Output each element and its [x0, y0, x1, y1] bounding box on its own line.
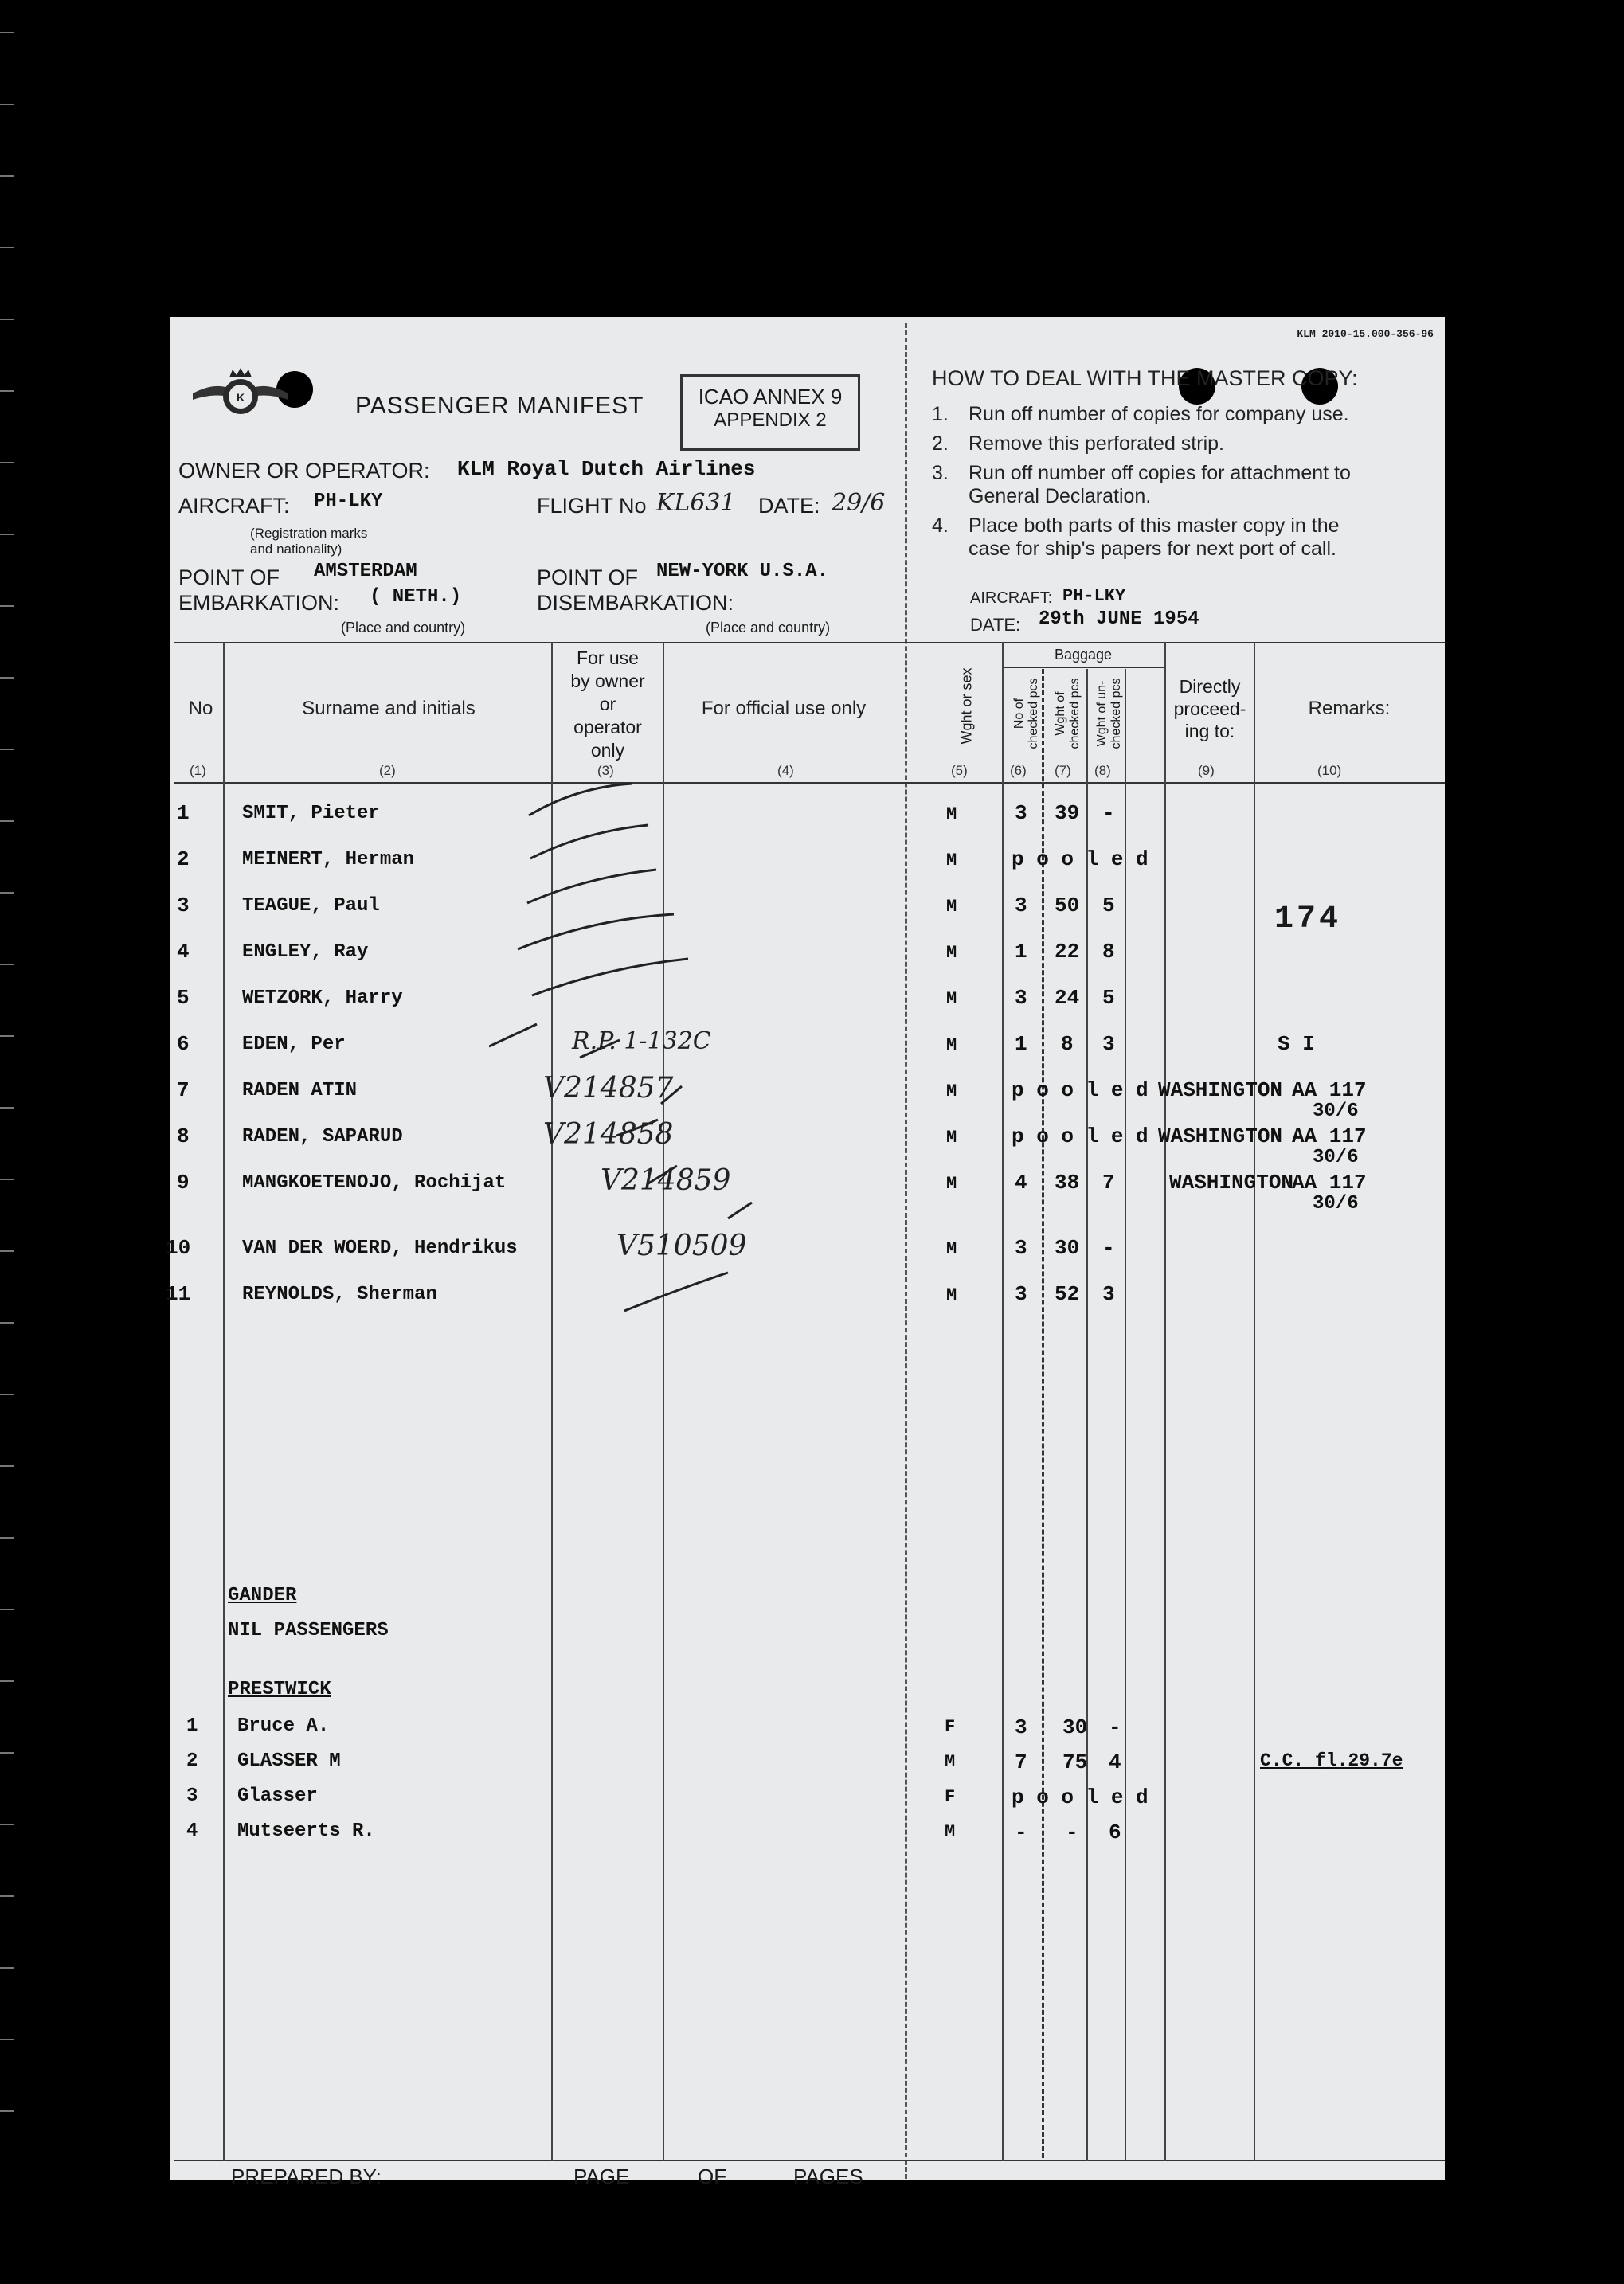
instructions-heading: HOW TO DEAL WITH THE MASTER COPY: — [932, 366, 1358, 390]
row-wght: 24 — [1055, 986, 1080, 1010]
col-header-baggage: Baggage — [1054, 647, 1113, 663]
row-wght: 39 — [1055, 801, 1080, 825]
col-num: (6) — [1010, 763, 1027, 778]
row-remarks: AA 117 — [1292, 1124, 1367, 1148]
row-sex: M — [946, 804, 957, 824]
row-name: MEINERT, Herman — [242, 849, 415, 870]
reg-note-1: (Registration marks — [250, 526, 368, 541]
row-name: RADEN ATIN — [242, 1080, 358, 1101]
col-divider — [1042, 669, 1044, 2158]
row-ref: V214858 — [543, 1118, 674, 1151]
row-name: REYNOLDS, Sherman — [242, 1284, 437, 1305]
row-remarks: S I — [1278, 1032, 1315, 1056]
row-no: 11 — [166, 1282, 191, 1306]
row-unch: 8 — [1102, 940, 1115, 964]
col-num: (10) — [1317, 763, 1342, 778]
col-divider — [1254, 642, 1255, 2161]
row-sex: M — [946, 989, 957, 1009]
embark-label-1: POINT OF — [178, 565, 280, 589]
row-destination: WASHINGTON — [1158, 1124, 1283, 1148]
of-label: OF — [698, 2165, 727, 2188]
row-sex: M — [946, 1035, 957, 1055]
col-num: (8) — [1094, 763, 1111, 778]
prestwick-row-unch: 6 — [1109, 1821, 1121, 1844]
row-sex: M — [946, 943, 957, 963]
prestwick-row-sex: F — [945, 1787, 956, 1807]
row-destination: WASHINGTON — [1158, 1078, 1283, 1102]
row-pcs: p o o l e d — [1012, 847, 1149, 871]
row-unch: 7 — [1102, 1171, 1115, 1195]
icao-box — [680, 374, 860, 451]
prestwick-row-pcs: p o o l e d — [1012, 1785, 1149, 1809]
prestwick-row-unch: - — [1109, 1715, 1121, 1739]
instruction-item: 3. Run off number off copies for attachment to General Declaration. — [932, 462, 1351, 507]
row-unch: 5 — [1102, 894, 1115, 917]
col-header-owner-use: For use by owner or operator only — [570, 647, 645, 761]
baggage-rule — [1002, 667, 1164, 668]
row-pcs: 3 — [1015, 1236, 1027, 1260]
row-no: 3 — [177, 894, 190, 917]
instruction-item: 4. Place both parts of this master copy in the case for ship's papers for next port of call. — [932, 514, 1340, 560]
row-sex: M — [946, 1081, 957, 1101]
col-num: (1) — [190, 763, 206, 778]
row-no: 6 — [177, 1032, 190, 1056]
prestwick-row-name: Glasser — [237, 1785, 318, 1807]
prestwick-row-wght: 75 — [1062, 1750, 1088, 1774]
row-pcs: 3 — [1015, 1282, 1027, 1306]
col-divider — [1164, 642, 1166, 2161]
prestwick-row-wght: - — [1066, 1821, 1078, 1844]
col-num: (5) — [951, 763, 968, 778]
embark-place-note: (Place and country) — [341, 620, 466, 636]
row-pcs: 1 — [1015, 1032, 1027, 1056]
row-unch: 3 — [1102, 1032, 1115, 1056]
klm-crown-logo-icon — [185, 363, 296, 419]
gander-note: NIL PASSENGERS — [228, 1620, 389, 1641]
row-ref: V510509 — [616, 1230, 747, 1262]
row-unch: - — [1102, 1236, 1115, 1260]
prestwick-row-wght: 30 — [1062, 1715, 1088, 1739]
prestwick-row-no: 2 — [186, 1750, 198, 1772]
instruction-item: 1. Run off number of copies for company use. — [932, 403, 1349, 425]
row-unch: 5 — [1102, 986, 1115, 1010]
embark-value-2: ( NETH.) — [370, 586, 462, 608]
col-header-no: No — [188, 698, 213, 719]
flight-label: FLIGHT No — [537, 494, 647, 518]
row-name: ENGLEY, Ray — [242, 941, 369, 963]
row-name: SMIT, Pieter — [242, 803, 380, 824]
doc-code: KLM 2010-15.000-356-96 — [1297, 328, 1434, 340]
col-num: (4) — [777, 763, 794, 778]
col-num: (2) — [379, 763, 396, 778]
row-name: VAN DER WOERD, Hendrikus — [242, 1238, 518, 1259]
row-no: 7 — [177, 1078, 190, 1102]
manifest-sheet — [166, 317, 1445, 2188]
row-pcs: p o o l e d — [1012, 1078, 1149, 1102]
prestwick-row-no: 3 — [186, 1785, 198, 1807]
row-remarks-2: 30/6 — [1313, 1147, 1359, 1168]
row-sex: M — [946, 1128, 957, 1148]
col-header-remarks: Remarks: — [1308, 698, 1391, 719]
row-pcs: 3 — [1015, 986, 1027, 1010]
page-title: PASSENGER MANIFEST — [355, 393, 644, 419]
aircraft-label: AIRCRAFT: — [178, 494, 290, 518]
row-pcs: p o o l e d — [1012, 1124, 1149, 1148]
col-header-surname: Surname and initials — [302, 698, 475, 719]
prestwick-heading: PRESTWICK — [228, 1679, 331, 1700]
prestwick-row-no: 4 — [186, 1821, 198, 1842]
prestwick-row-name: Bruce A. — [237, 1715, 330, 1737]
aircraft-value: PH-LKY — [314, 491, 383, 512]
prestwick-row-pcs: - — [1015, 1821, 1027, 1844]
date-value: 29/6 — [832, 489, 886, 517]
col-header-sex: Wght or sex — [958, 667, 975, 745]
gander-heading: GANDER — [228, 1585, 297, 1606]
row-remarks-2: 30/6 — [1313, 1101, 1359, 1122]
row-name: EDEN, Per — [242, 1034, 346, 1055]
perforation-line — [905, 323, 907, 2179]
instruction-item: 2. Remove this perforated strip. — [932, 432, 1224, 455]
col-num: (7) — [1055, 763, 1071, 778]
row-sex: M — [946, 851, 957, 870]
prestwick-row-sex: M — [945, 1822, 956, 1842]
col-num: (9) — [1198, 763, 1215, 778]
row-pcs: 1 — [1015, 940, 1027, 964]
embark-value-1: AMSTERDAM — [314, 561, 417, 582]
row-pcs: 4 — [1015, 1171, 1027, 1195]
row-name: MANGKOETENOJO, Rochijat — [242, 1172, 507, 1194]
row-remarks-2: 30/6 — [1313, 1193, 1359, 1214]
row-no: 2 — [177, 847, 190, 871]
prestwick-row-name: GLASSER M — [237, 1750, 341, 1772]
row-pcs: 3 — [1015, 801, 1027, 825]
prepared-by-label: PREPARED BY: — [231, 2165, 382, 2188]
row-no: 10 — [166, 1236, 191, 1260]
col-num: (3) — [597, 763, 614, 778]
date-label: DATE: — [758, 494, 820, 518]
row-pcs: 3 — [1015, 894, 1027, 917]
handwritten-checkmarks — [489, 779, 839, 1639]
instructions-list — [932, 403, 1426, 567]
prestwick-row-name: Mutseerts R. — [237, 1821, 375, 1842]
row-wght: 38 — [1055, 1171, 1080, 1195]
page-label: PAGE — [573, 2165, 630, 2188]
col-header-official: For official use only — [701, 698, 867, 719]
col-divider — [1002, 642, 1004, 2161]
row-sex: M — [946, 897, 957, 917]
row-unch: - — [1102, 801, 1115, 825]
row-wght: 50 — [1055, 894, 1080, 917]
disembark-label-1: POINT OF — [537, 565, 639, 589]
row-no: 5 — [177, 986, 190, 1010]
row-name: RADEN, SAPARUD — [242, 1126, 403, 1148]
row-wght: 8 — [1061, 1032, 1074, 1056]
flight-value: KL631 — [656, 489, 736, 517]
row-sex: M — [946, 1174, 957, 1194]
row-no: 8 — [177, 1124, 190, 1148]
row-ref: V214857 — [543, 1072, 674, 1105]
col-header-directly: Directly proceed- ing to: — [1173, 676, 1246, 741]
row-ref: R.P. 1-132C — [572, 1027, 711, 1055]
row-name: TEAGUE, Paul — [242, 895, 380, 917]
row-sex: M — [946, 1239, 957, 1259]
row-no: 4 — [177, 940, 190, 964]
row-destination: WASHINGTON — [1169, 1171, 1294, 1195]
instr-date-value: 29th JUNE 1954 — [1039, 608, 1199, 630]
prestwick-row-sex: F — [945, 1717, 956, 1737]
prestwick-row-remarks: C.C. fl.29.7e — [1260, 1750, 1403, 1771]
prestwick-row-pcs: 3 — [1015, 1715, 1027, 1739]
reg-note-2: and nationality) — [250, 542, 342, 557]
col-header-checked-pcs: No of checked pcs — [1012, 678, 1040, 749]
col-header-unchecked-wght: Wght of un- checked pcs — [1095, 678, 1123, 749]
row-name: WETZORK, Harry — [242, 988, 403, 1009]
row-wght: 52 — [1055, 1282, 1080, 1306]
prestwick-row-no: 1 — [186, 1715, 198, 1737]
prestwick-row-pcs: 7 — [1015, 1750, 1027, 1774]
owner-label: OWNER OR OPERATOR: — [178, 459, 430, 483]
prestwick-row-sex: M — [945, 1752, 956, 1772]
left-edge-marks — [0, 0, 24, 2284]
prestwick-row-unch: 4 — [1109, 1750, 1121, 1774]
row-wght: 30 — [1055, 1236, 1080, 1260]
instr-aircraft-value: PH-LKY — [1062, 586, 1126, 606]
row-no: 1 — [177, 801, 190, 825]
row-no: 9 — [177, 1171, 190, 1195]
disembark-value: NEW-YORK U.S.A. — [656, 561, 829, 582]
col-divider — [223, 642, 225, 2161]
instr-date-label: DATE: — [970, 615, 1021, 635]
row-unch: 3 — [1102, 1282, 1115, 1306]
disembark-place-note: (Place and country) — [706, 620, 831, 636]
owner-value: KLM Royal Dutch Airlines — [457, 457, 756, 481]
icao-line2: APPENDIX 2 — [714, 409, 827, 431]
icao-line1: ICAO ANNEX 9 — [698, 385, 843, 409]
svg-text:K: K — [236, 391, 245, 404]
disembark-label-2: DISEMBARKATION: — [537, 591, 734, 615]
stamp-number: 174 — [1274, 901, 1342, 937]
row-wght: 22 — [1055, 940, 1080, 964]
row-remarks: AA 117 — [1292, 1171, 1367, 1195]
row-sex: M — [946, 1285, 957, 1305]
pages-label: PAGES — [793, 2165, 863, 2188]
instr-aircraft-label: AIRCRAFT: — [970, 589, 1053, 607]
col-divider — [1125, 669, 1126, 2161]
row-remarks: AA 117 — [1292, 1078, 1367, 1102]
col-header-checked-wght: Wght of checked pcs — [1054, 678, 1082, 749]
col-divider — [1086, 669, 1088, 2161]
row-ref: V214859 — [601, 1164, 731, 1197]
embark-label-2: EMBARKATION: — [178, 591, 340, 615]
